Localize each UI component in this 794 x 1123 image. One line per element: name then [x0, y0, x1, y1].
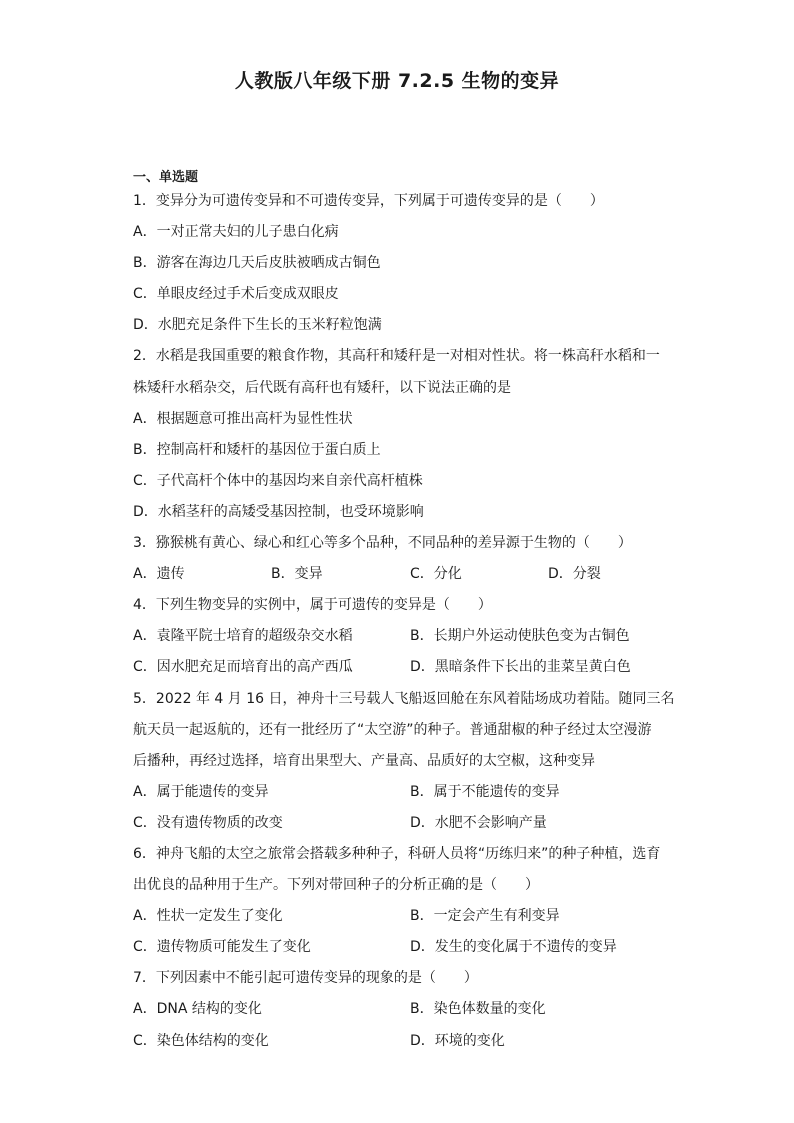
option-row [133, 808, 673, 839]
option: D．水肥充足条件下生长的玉米籽粒饱满 [133, 317, 382, 334]
question-stem: 3．猕猴桃有黄心、绿心和红心等多个品种，不同品种的差异源于生物的（ ） [133, 535, 632, 552]
option: A．遗传 [133, 566, 185, 583]
option-row [133, 652, 673, 683]
option: A．DNA 结构的变化 [133, 1001, 262, 1018]
question-stem: 1．变异分为可遗传变异和不可遗传变异，下列属于可遗传变异的是（ ） [133, 193, 604, 209]
question-stem: 后播种，再经过选择，培育出果型大、产量高、品质好的太空椒，这种变异 [133, 752, 595, 769]
option: D．环境的变化 [410, 1032, 505, 1049]
option: A．性状一定发生了变化 [133, 908, 283, 925]
option: C．没有遗传物质的改变 [133, 814, 283, 831]
option-row [133, 901, 673, 932]
question-stem: 2．水稻是我国重要的粮食作物，其高秆和矮秆是一对相对性状。将一株高秆水稻和一 [133, 348, 660, 365]
section-heading: 一、单选题 [133, 170, 199, 185]
option: B．一定会产生有利变异 [410, 908, 560, 925]
option-row [133, 559, 673, 590]
question-stem: 4．下列生物变异的实例中，属于可遗传的变异是（ ） [133, 597, 492, 614]
question-stem: 6．神舟飞船的太空之旅常会搭载多种种子，科研人员将“历练归来”的种子种植，选育 [133, 845, 661, 862]
question-stem: 7．下列因素中不能引起可遗传变异的现象的是（ ） [133, 970, 478, 987]
option: C．分化 [410, 566, 462, 583]
option-row [133, 994, 673, 1025]
question-stem: 株矮秆水稻杂交，后代既有高秆也有矮秆，以下说法正确的是 [133, 379, 511, 396]
option: D．黑暗条件下长出的韭菜呈黄白色 [410, 659, 631, 676]
option: D．水肥不会影响产量 [410, 814, 547, 831]
question-stem: 5．2022 年 4 月 16 日，神舟十三号载人飞船返回舱在东风着陆场成功着陆。随同三名 [133, 690, 675, 707]
option-row [133, 777, 673, 808]
option: B．游客在海边几天后皮肤被晒成古铜色 [133, 255, 381, 272]
option: A．一对正常夫妇的儿子患白化病 [133, 224, 339, 241]
option: B．控制高杆和矮杆的基因位于蛋白质上 [133, 441, 381, 458]
question-stem: 航天员一起返航的，还有一批经历了“太空游”的种子。普通甜椒的种子经过太空漫游 [133, 721, 652, 738]
option: A．根据题意可推出高杆为显性性状 [133, 410, 353, 427]
document-title: 人教版八年级下册 7.2.5 生物的变异 [234, 70, 560, 92]
option: C．因水肥充足而培育出的高产西瓜 [133, 659, 353, 676]
option: D．分裂 [548, 566, 601, 583]
option: D．水稻茎秆的高矮受基因控制，也受环境影响 [133, 503, 424, 520]
question-stem: 出优良的品种用于生产。下列对带回种子的分析正确的是（ ） [133, 877, 539, 894]
option: D．发生的变化属于不遗传的变异 [410, 939, 617, 956]
option: B．属于不能遗传的变异 [410, 783, 560, 800]
option: C．单眼皮经过手术后变成双眼皮 [133, 286, 339, 303]
option: A．属于能遗传的变异 [133, 783, 269, 800]
option: B．染色体数量的变化 [410, 1001, 546, 1018]
option: C．染色体结构的变化 [133, 1032, 269, 1049]
option-row [133, 932, 673, 963]
option: B．变异 [271, 566, 323, 583]
option: C．遗传物质可能发生了变化 [133, 939, 311, 956]
option-row [133, 621, 673, 652]
option-row [133, 1026, 673, 1057]
option: C．子代高杆个体中的基因均来自亲代高杆植株 [133, 472, 423, 489]
option: B．长期户外运动使肤色变为古铜色 [410, 628, 630, 645]
option: A．袁隆平院士培育的超级杂交水稻 [133, 628, 353, 645]
question-list [133, 186, 673, 1057]
